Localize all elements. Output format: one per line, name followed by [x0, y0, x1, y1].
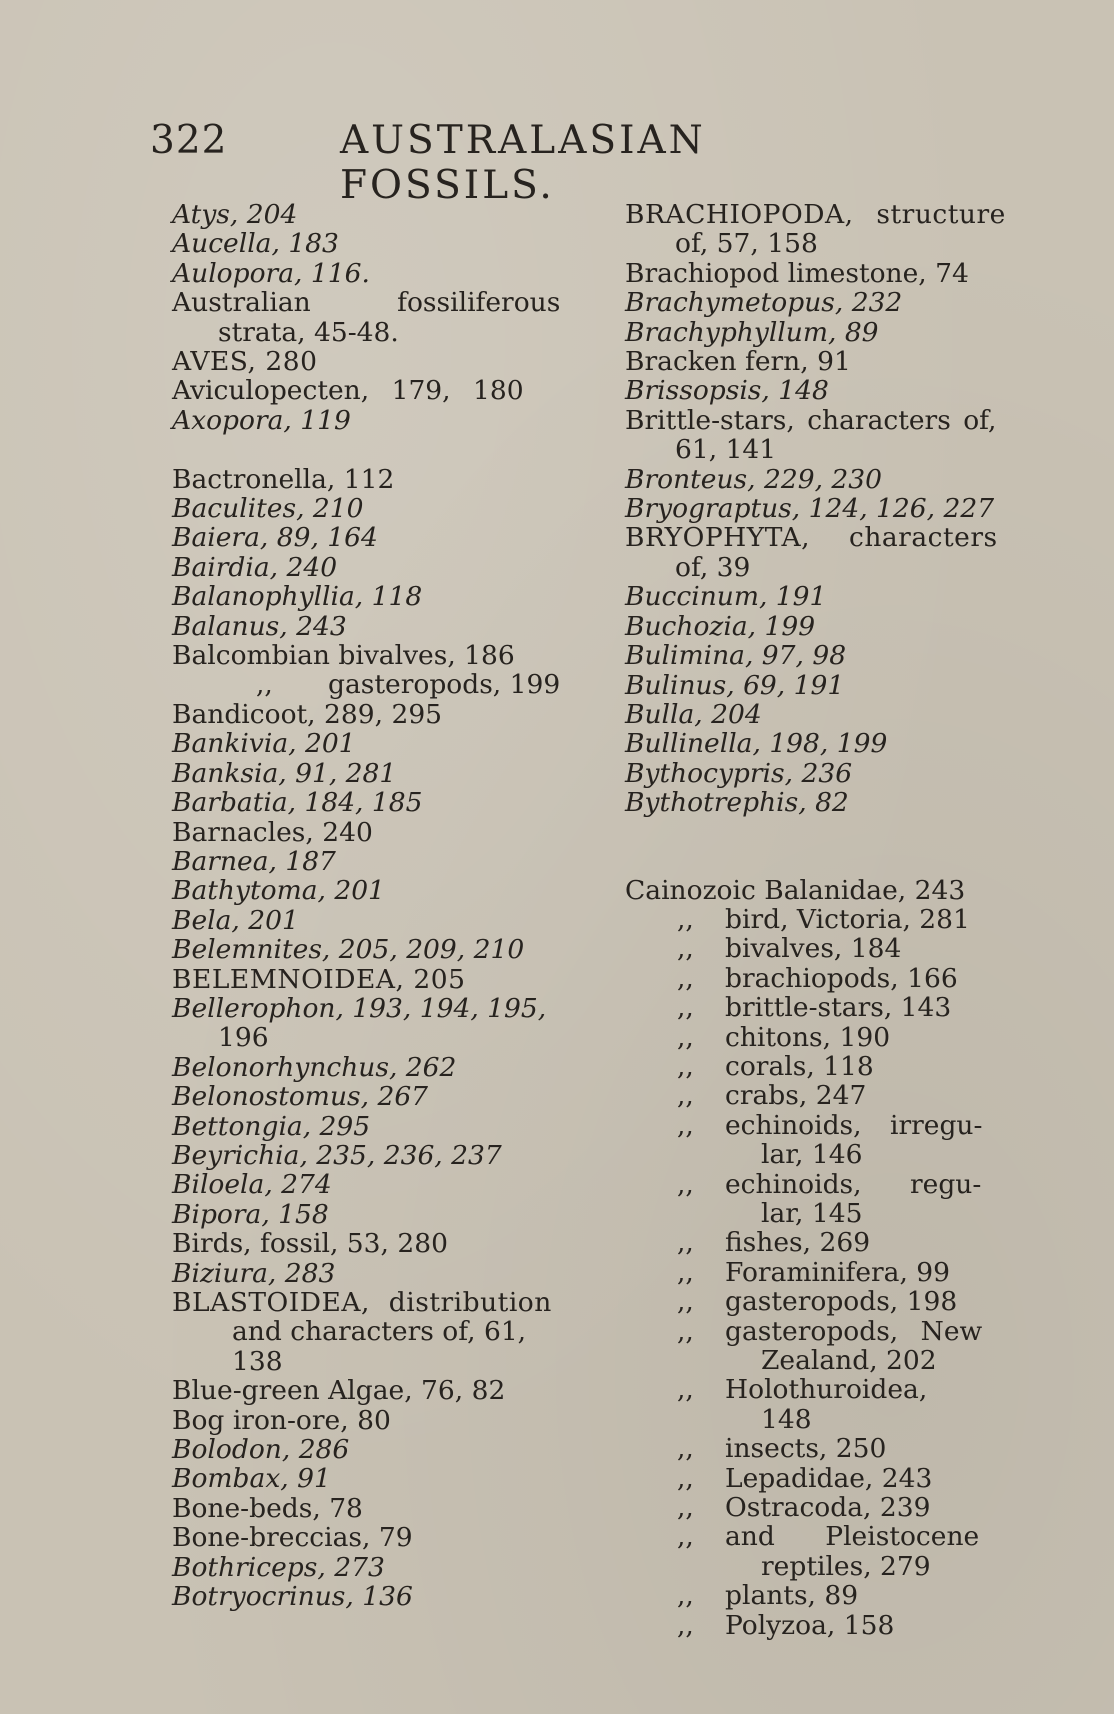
index-entry: Bracken fern, 91 — [625, 346, 851, 378]
index-entry — [625, 1111, 1025, 1140]
index-entry: AVES, 280 — [172, 346, 318, 378]
index-entry: Bolodon, 286 — [172, 1434, 350, 1466]
index-entry-text: Ostracoda, 239 — [725, 1492, 931, 1524]
ditto-mark: ,, — [677, 1521, 694, 1553]
index-entry-text: Foraminifera, 99 — [725, 1256, 951, 1288]
index-entry-continuation: Zealand, 202 — [761, 1345, 937, 1377]
index-entry-text: Holothuroidea, — [725, 1374, 928, 1406]
index-entry: Bronteus, 229, 230 — [625, 463, 883, 495]
ditto-mark: ,, — [677, 1256, 694, 1288]
ditto-mark: ,, — [677, 1433, 694, 1465]
index-entry: Bactronella, 112 — [172, 463, 395, 495]
index-entry: Belonostomus, 267 — [172, 1081, 429, 1113]
running-title: AUSTRALASIAN FOSSILS. — [340, 118, 706, 208]
index-entry: Brachymetopus, 232 — [625, 287, 903, 319]
index-entry: Bythocypris, 236 — [625, 757, 853, 789]
page-header — [150, 118, 910, 208]
index-entry: Bone-beds, 78 — [172, 1492, 363, 1524]
index-entry-continuation: lar, 146 — [761, 1139, 863, 1171]
ditto-mark: ,, — [677, 1168, 694, 1200]
index-entry-text: and Pleistocene — [725, 1521, 980, 1553]
index-entry: Bythotrephis, 82 — [625, 787, 849, 819]
index-entry-text: crabs, 247 — [725, 1080, 867, 1112]
index-entry — [625, 1258, 1025, 1287]
index-entry-text: gasteropods, New — [725, 1315, 983, 1347]
index-entry: Bankivia, 201 — [172, 728, 356, 760]
index-entry: Bombax, 91 — [172, 1463, 331, 1495]
index-column-left — [172, 200, 572, 1611]
index-entry-continuation: of, 57, 158 — [675, 228, 818, 260]
index-entry: Bullinella, 198, 199 — [625, 728, 888, 760]
index-entry — [625, 1228, 1025, 1257]
index-entry: Axopora, 119 — [172, 404, 351, 436]
ditto-mark: ,, — [677, 1609, 694, 1641]
index-entry-continuation: strata, 45-48. — [218, 316, 399, 348]
index-entry — [172, 670, 572, 699]
ditto-mark: ,, — [677, 1050, 694, 1082]
index-entry: Bone-breccias, 79 — [172, 1522, 413, 1554]
index-entry-continuation: of, 39 — [675, 551, 751, 583]
index-entry — [625, 1170, 1025, 1199]
index-entry: Bela, 201 — [172, 904, 299, 936]
index-entry: Baiera, 89, 164 — [172, 522, 378, 554]
index-entry: Bairdia, 240 — [172, 551, 338, 583]
index-entry-text: brittle-stars, 143 — [725, 992, 952, 1024]
index-entry — [625, 1052, 1025, 1081]
page-number: 322 — [150, 118, 228, 163]
index-entry-text: echinoids, regu- — [725, 1168, 982, 1200]
ditto-mark: ,, — [677, 1315, 694, 1347]
index-entry: Blue-green Algae, 76, 82 — [172, 1375, 506, 1407]
index-entry-text: fishes, 269 — [725, 1227, 871, 1259]
index-entry: Brissopsis, 148 — [625, 375, 829, 407]
index-entry: Aulopora, 116. — [172, 257, 370, 289]
index-entry: Barnea, 187 — [172, 845, 336, 877]
index-entry: Bulinus, 69, 191 — [625, 669, 845, 701]
index-entry: Brachyphyllum, 89 — [625, 316, 879, 348]
index-entry-continuation: and characters of, 61, — [232, 1316, 527, 1348]
index-entry: Barbatia, 184, 185 — [172, 787, 423, 819]
index-entry: BRACHIOPODA, structure — [625, 199, 1006, 230]
index-entry-continuation: 61, 141 — [675, 434, 777, 466]
index-entry-text: gasteropods, 199 — [328, 669, 561, 701]
index-entry — [625, 1611, 1025, 1640]
index-entry-text: chitons, 190 — [725, 1021, 891, 1053]
index-entry — [625, 905, 1025, 934]
index-entry: Bellerophon, 193, 194, 195, — [172, 992, 547, 1024]
ditto-mark: ,, — [677, 1109, 694, 1141]
index-entry: Belonorhynchus, 262 — [172, 1051, 457, 1083]
index-entry-text: corals, 118 — [725, 1050, 874, 1082]
index-entry: Bettongia, 295 — [172, 1110, 371, 1142]
index-entry: Buchozia, 199 — [625, 610, 816, 642]
ditto-mark: ,, — [677, 1080, 694, 1112]
ditto-mark: ,, — [677, 933, 694, 965]
index-entry-text: echinoids, irregu- — [725, 1109, 983, 1141]
index-entry: Bipora, 158 — [172, 1198, 329, 1230]
index-entry — [625, 1287, 1025, 1316]
index-entry — [625, 1023, 1025, 1052]
ditto-mark: ,, — [256, 669, 273, 701]
ditto-mark: ,, — [677, 992, 694, 1024]
ditto-mark: ,, — [677, 1492, 694, 1524]
index-entry: Aucella, 183 — [172, 228, 339, 260]
index-entry: Bog iron-ore, 80 — [172, 1404, 391, 1436]
index-entry — [625, 1581, 1025, 1610]
index-entry: Brachiopod limestone, 74 — [625, 257, 969, 289]
index-entry-continuation: 148 — [761, 1403, 812, 1435]
index-entry-text: gasteropods, 198 — [725, 1286, 958, 1318]
ditto-mark: ,, — [677, 1286, 694, 1318]
index-entry-text: Lepadidae, 243 — [725, 1462, 933, 1494]
ditto-mark: ,, — [677, 1580, 694, 1612]
index-entry: Cainozoic Balanidae, 243 — [625, 874, 966, 906]
index-entry: Bulla, 204 — [625, 698, 762, 730]
ditto-mark: ,, — [677, 962, 694, 994]
index-entry — [625, 1317, 1025, 1346]
index-entry — [625, 1375, 1025, 1404]
index-entry: Australian fossiliferous — [172, 287, 561, 319]
index-entry-continuation: reptiles, 279 — [761, 1550, 931, 1582]
index-entry: Biloela, 274 — [172, 1169, 332, 1201]
ditto-mark: ,, — [677, 1462, 694, 1494]
index-entry — [625, 1522, 1025, 1551]
index-entry — [625, 934, 1025, 963]
index-entry: Banksia, 91, 281 — [172, 757, 397, 789]
index-entry: Bandicoot, 289, 295 — [172, 698, 443, 730]
index-entry: Biziura, 283 — [172, 1257, 336, 1289]
index-entry-text: insects, 250 — [725, 1433, 887, 1465]
index-entry: Bulimina, 97, 98 — [625, 640, 847, 672]
index-entry: Botryocrinus, 136 — [172, 1581, 413, 1613]
index-entry: BRYOPHYTA, characters — [625, 522, 998, 554]
index-entry: Birds, fossil, 53, 280 — [172, 1228, 448, 1260]
ditto-mark: ,, — [677, 1227, 694, 1259]
ditto-mark: ,, — [677, 903, 694, 935]
index-entry: Brittle-stars, characters of, — [625, 404, 997, 436]
index-entry: Bathytoma, 201 — [172, 875, 385, 907]
index-entry-text: plants, 89 — [725, 1580, 859, 1612]
index-entry-text: bird, Victoria, 281 — [725, 903, 970, 935]
index-entry: Balcombian bivalves, 186 — [172, 640, 515, 672]
index-entry: Balanophyllia, 118 — [172, 581, 423, 613]
index-entry-text: Polyzoa, 158 — [725, 1609, 895, 1641]
index-entry-continuation: lar, 145 — [761, 1198, 863, 1229]
index-entry: Belemnites, 205, 209, 210 — [172, 934, 525, 966]
index-entry: BLASTOIDEA, distribution — [172, 1287, 552, 1319]
index-entry: Barnacles, 240 — [172, 816, 373, 848]
index-entry: Balanus, 243 — [172, 610, 347, 642]
ditto-mark: ,, — [677, 1021, 694, 1053]
index-entry — [625, 1493, 1025, 1522]
index-entry: Aviculopecten, 179, 180 — [172, 375, 524, 407]
index-entry-continuation: 138 — [232, 1345, 283, 1377]
index-entry: BELEMNOIDEA, 205 — [172, 963, 466, 995]
index-entry: Bryograptus, 124, 126, 227 — [625, 493, 995, 525]
index-entry — [625, 964, 1025, 993]
index-entry — [625, 993, 1025, 1022]
index-entry — [625, 1434, 1025, 1463]
index-entry: Baculites, 210 — [172, 493, 364, 525]
index-entry: Buccinum, 191 — [625, 581, 827, 613]
index-column-right — [625, 200, 1025, 1640]
ditto-mark: ,, — [677, 1374, 694, 1406]
index-entry — [625, 1081, 1025, 1110]
index-entry: Atys, 204 — [172, 199, 298, 230]
index-entry — [625, 1464, 1025, 1493]
index-entry: Bothriceps, 273 — [172, 1551, 385, 1583]
index-entry-text: brachiopods, 166 — [725, 962, 958, 994]
index-entry-continuation: 196 — [218, 1022, 269, 1054]
index-entry-text: bivalves, 184 — [725, 933, 902, 965]
index-entry: Beyrichia, 235, 236, 237 — [172, 1139, 502, 1171]
